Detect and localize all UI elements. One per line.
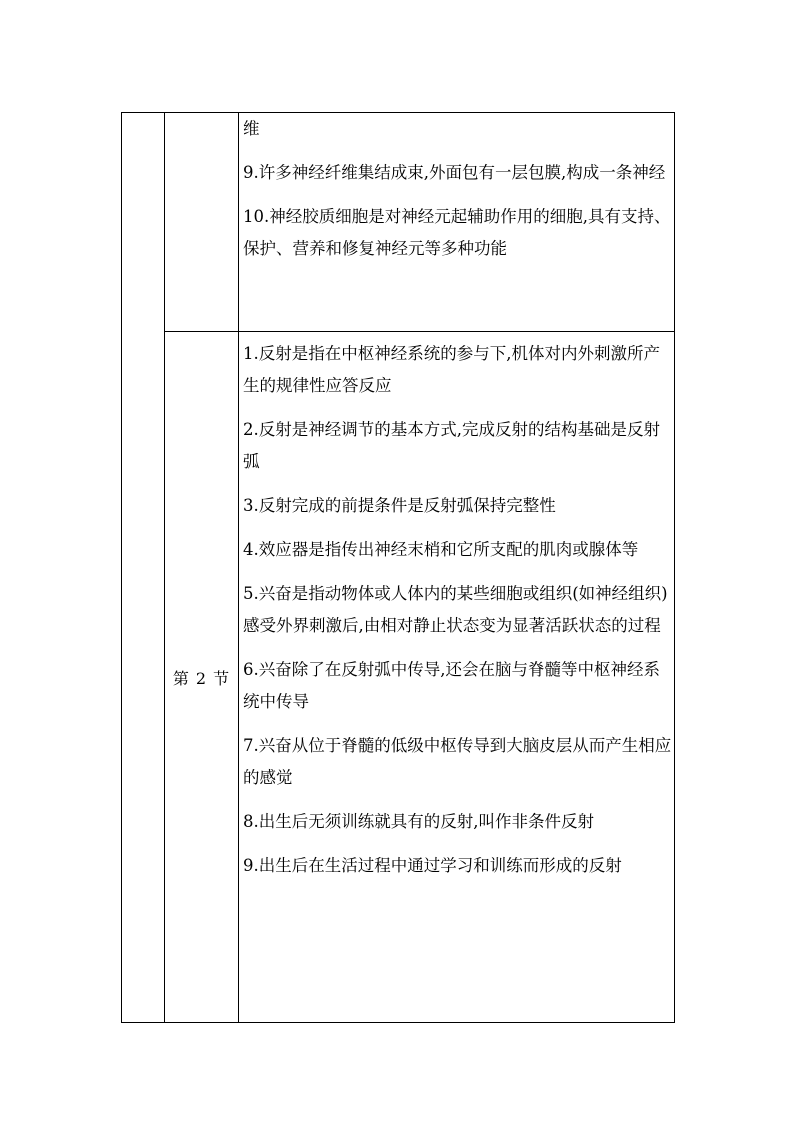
table-row: [122, 332, 675, 1023]
list-item: 6.兴奋除了在反射弧中传导,还会在脑与脊髓等中枢神经系统中传导: [243, 660, 660, 711]
table-row: [122, 113, 675, 332]
list-item: 7.兴奋从位于脊髓的低级中枢传导到大脑皮层从而产生相应的感觉: [243, 736, 672, 787]
list-item: 维: [243, 119, 260, 138]
list-item: 1.反射是指在中枢神经系统的参与下,机体对内外刺激所产生的规律性应答反应: [243, 344, 660, 395]
content-cell: [239, 113, 675, 332]
list-item: 2.反射是神经调节的基本方式,完成反射的结构基础是反射弧: [243, 420, 660, 471]
content-cell: [239, 332, 675, 1023]
chapter-cell: [122, 113, 165, 1023]
section-label: 第 2 节: [165, 332, 239, 1023]
section-cell: [165, 113, 239, 332]
list-item: 3.反射完成的前提条件是反射弧保持完整性: [243, 496, 556, 515]
notes-table: [121, 112, 675, 1023]
content-block: [239, 332, 674, 890]
list-item: 5.兴奋是指动物体或人体内的某些细胞或组织(如神经组织)感受外界刺激后,由相对静止状态变为显著活跃状态的过程: [243, 584, 668, 635]
list-item: 9.出生后在生活过程中通过学习和训练而形成的反射: [243, 856, 622, 875]
list-item: 9.许多神经纤维集结成束,外面包有一层包膜,构成一条神经: [243, 163, 666, 182]
list-item: 10.神经胶质细胞是对神经元起辅助作用的细胞,具有支持、保护、营养和修复神经元等多种功能: [243, 207, 671, 258]
list-item: 4.效应器是指传出神经末梢和它所支配的肌肉或腺体等: [243, 540, 639, 559]
list-item: 8.出生后无须训练就具有的反射,叫作非条件反射: [243, 812, 594, 831]
content-block: [239, 113, 674, 280]
